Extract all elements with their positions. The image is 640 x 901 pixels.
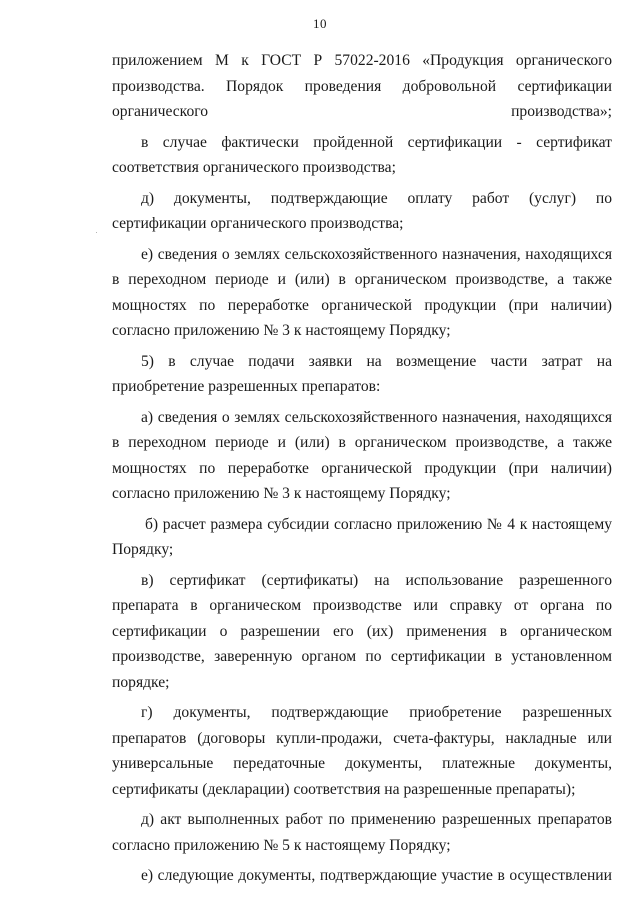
paragraph-certificate-conformity: в случае фактически пройденной сертификации - сертификат соответствия органического производства; (112, 133, 612, 176)
paragraph-subsidy-calculation: б) расчет размера субсидии согласно приложению № 4 к настоящему Порядку; (112, 515, 612, 558)
paragraph-land-info-organic: а) сведения о землях сельскохозяйственного назначения, находящихся в переходном периоде и (или) в органическом производстве, а также мощностях по переработке органической продукции (при наличии) согласно приложению № 3 к настоящему Порядку; (112, 408, 612, 502)
paragraph-purchase-documents: г) документы, подтверждающие приобретение разрешенных препаратов (договоры купли-продажи, счета-фактуры, накладные или универсальные передаточные документы, платежные документы, сертификаты (декларации) соответствия на разрешенные препараты); (112, 704, 612, 798)
paragraph-payment-documents: д) документы, подтверждающие оплату работ (услуг) по сертификации органического производства; (112, 189, 612, 232)
paragraph-item-5-application: 5) в случае подачи заявки на возмещение части затрат на приобретение разрешенных препаратов: (112, 352, 612, 395)
scan-speck (96, 232, 97, 233)
paragraph-gost-appendix: приложением М к ГОСТ Р 57022-2016 «Продукция органического производства. Порядок проведения добровольной сертификации органического производства»; (112, 52, 612, 120)
page-number: 10 (313, 16, 327, 31)
paragraph-land-info-transition: е) сведения о землях сельскохозяйственного назначения, находящихся в переходном периоде и (или) в органическом производстве, а также мощностях по переработке органической продукции (при наличии) согласно приложению № 3 к настоящему Порядку; (112, 245, 612, 339)
paragraph-preparation-certificate: в) сертификат (сертификаты) на использование разрешенного препарата в органическом производстве или справку от органа по сертификации о разрешении его (их) применения в органическом производстве, заверенную органом по сертификации в установленном порядке; (112, 571, 612, 691)
document-body (112, 48, 612, 894)
paragraph-participation-documents: е) следующие документы, подтверждающие участие в осуществлении (141, 867, 612, 884)
paragraph-work-act: д) акт выполненных работ по применению разрешенных препаратов согласно приложению № 5 к настоящему Порядку; (112, 811, 612, 854)
